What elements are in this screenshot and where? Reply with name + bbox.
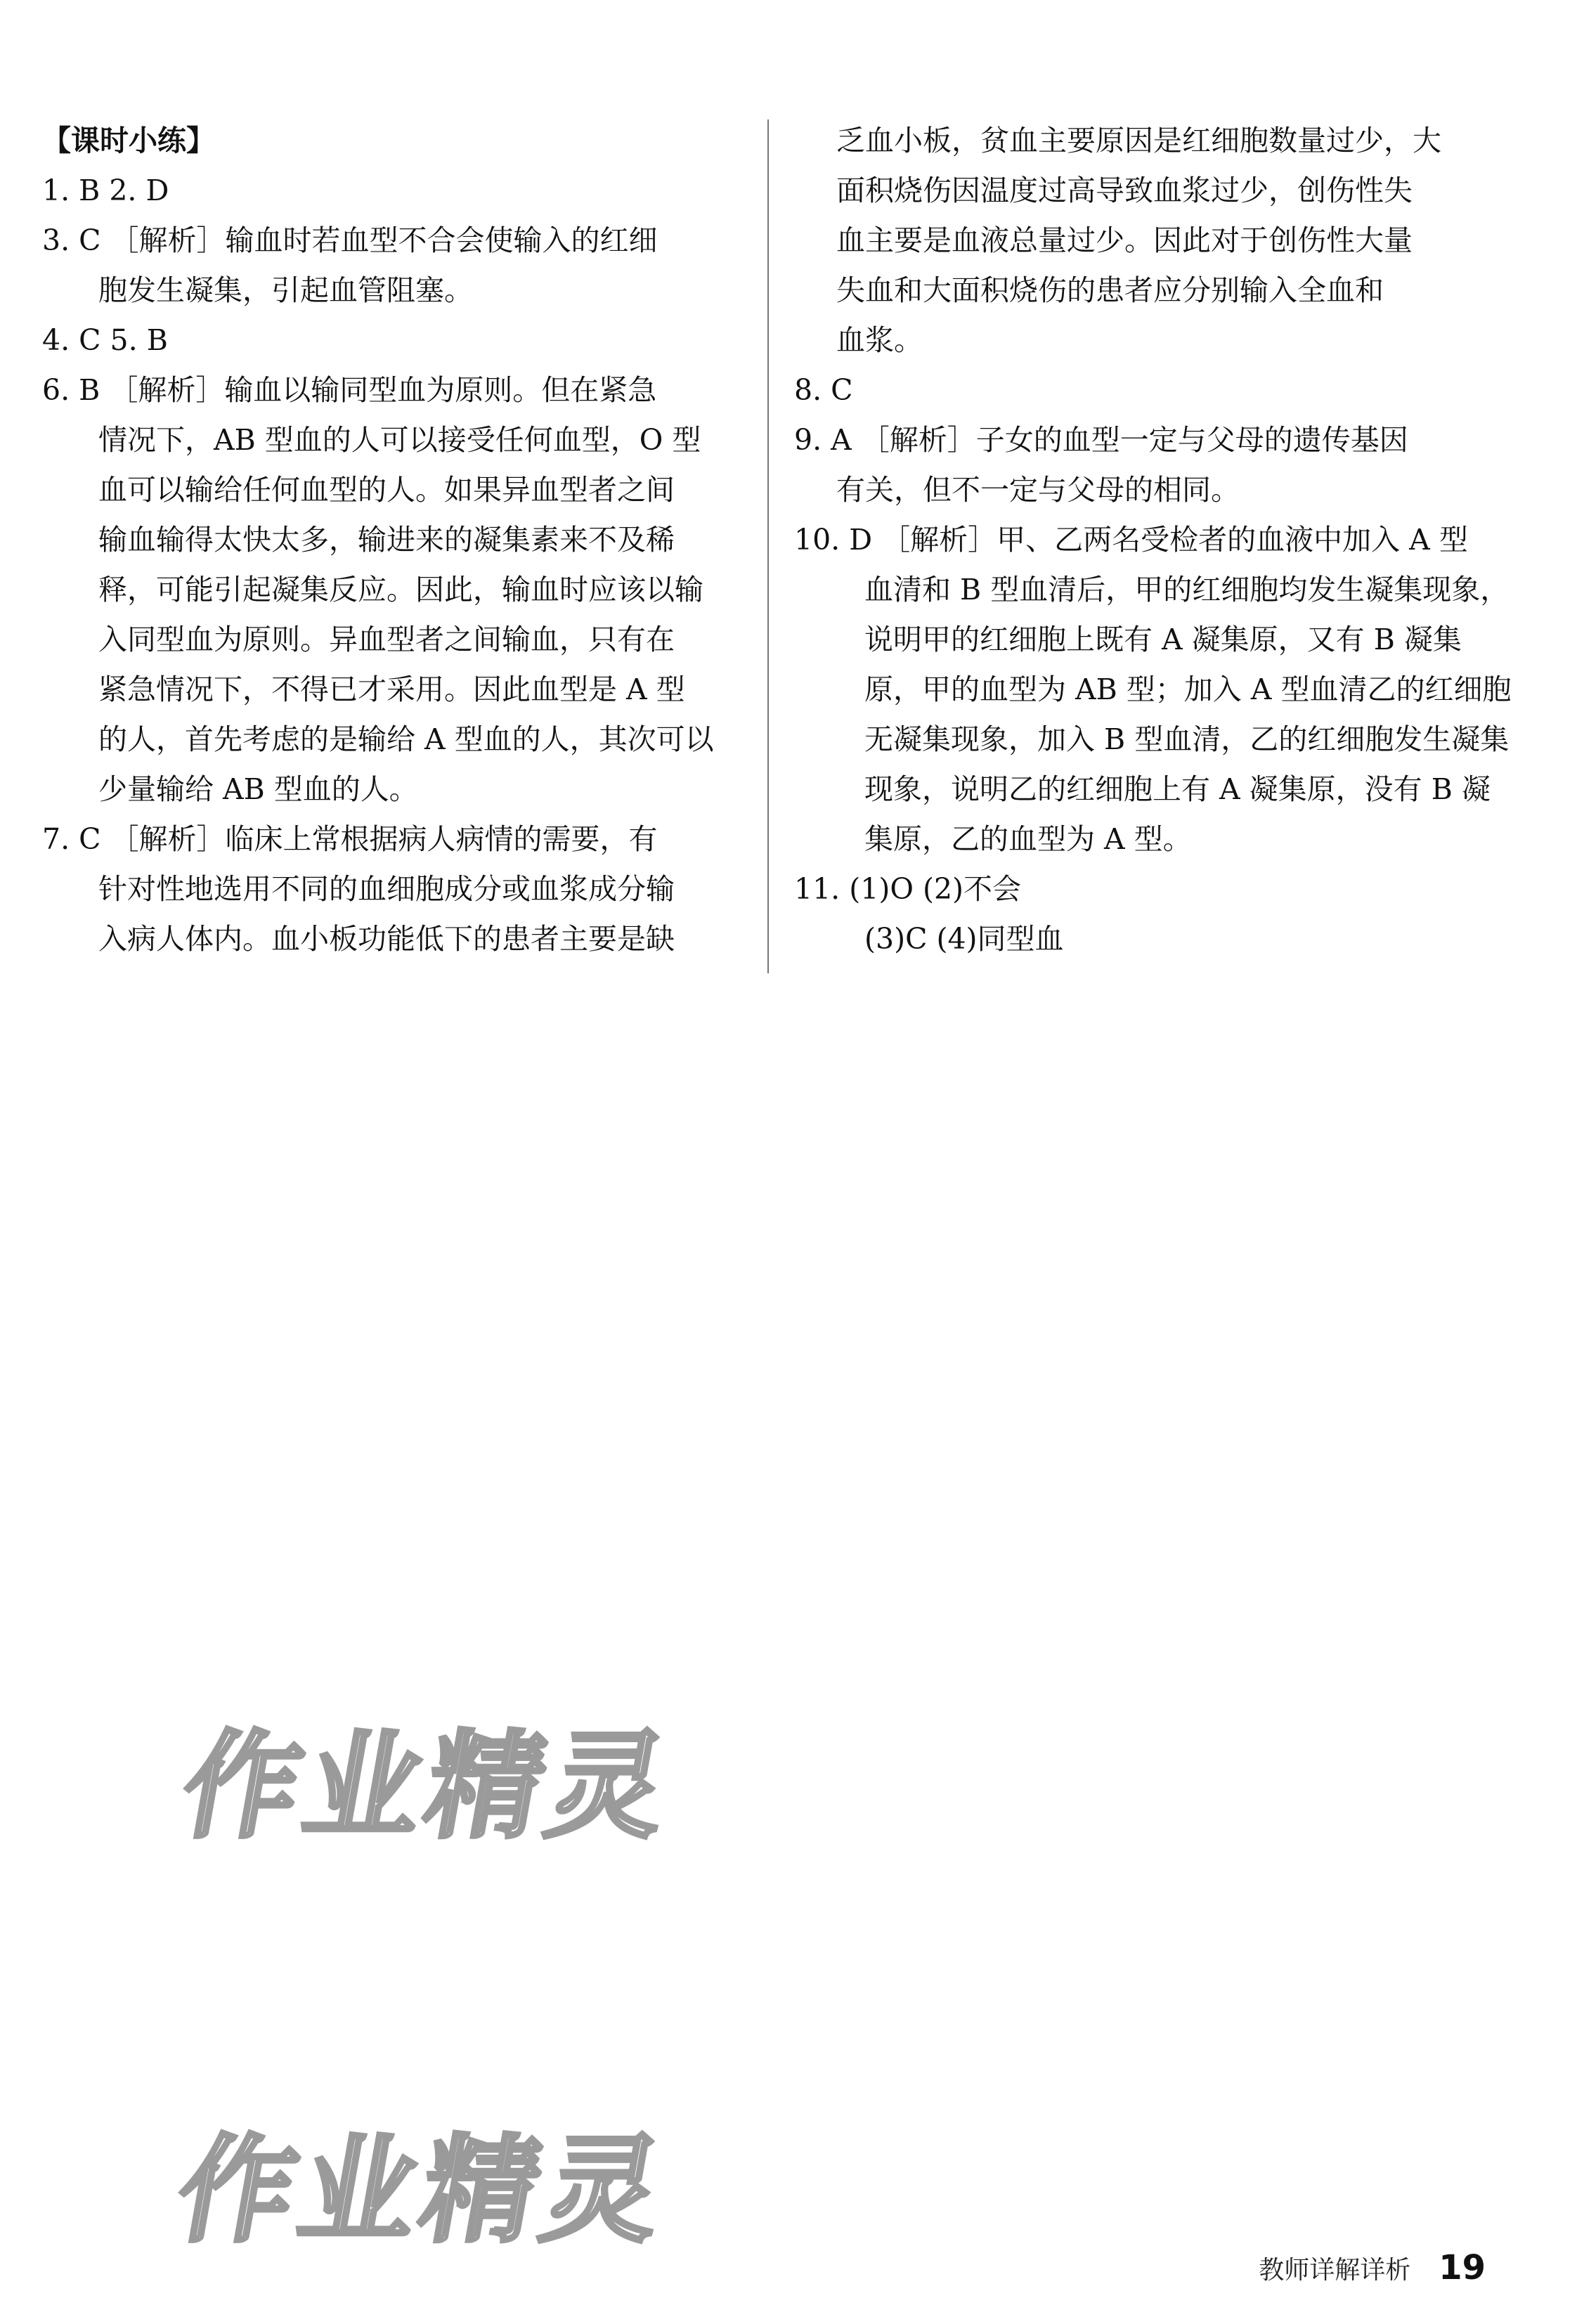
answer-line: 血可以输给任何血型的人。如果异血型者之间 [98,473,675,507]
answer-line: 的人，首先考虑的是输给 A 型血的人，其次可以 [98,722,714,756]
page-number: 19 [1439,2248,1486,2287]
answer-line: 3. C ［解析］输血时若血型不合会使输入的红细 [42,223,658,257]
answer-line: 血清和 B 型血清后，甲的红细胞均发生凝集现象， [864,573,1510,606]
answer-line: 7. C ［解析］临床上常根据病人病情的需要，有 [42,822,658,856]
answer-line: 入同型血为原则。异血型者之间输血，只有在 [98,623,675,656]
answer-line: 面积烧伤因温度过高导致血浆过少，创伤性失 [836,174,1413,207]
answer-line: 少量输给 AB 型血的人。 [98,772,418,806]
answer-line: 输血输得太快太多，输进来的凝集素来不及稀 [98,523,675,557]
answer-line: 10. D ［解析］甲、乙两名受检者的血液中加入 A 型 [794,523,1468,557]
answer-line: 针对性地选用不同的血细胞成分或血浆成分输 [98,872,675,906]
answer-line: 血主要是血液总量过少。因此对于创伤性大量 [836,223,1413,257]
footer-label: 教师详解详析 [1259,2255,1411,2285]
answer-line: 血浆。 [836,323,923,357]
section-heading: 【课时小练】 [42,124,215,157]
answer-line: 失血和大面积烧伤的患者应分别输入全血和 [836,273,1384,307]
answer-line: (3)C (4)同型血 [864,922,1064,956]
watermark: 作业精灵 [172,1719,683,1854]
answer-line: 现象，说明乙的红细胞上有 A 凝集原，没有 B 凝 [864,772,1491,806]
answer-line: 1. B 2. D [42,174,169,207]
answer-line: 9. A ［解析］子女的血型一定与父母的遗传基因 [794,423,1408,457]
answer-line: 释，可能引起凝集反应。因此，输血时应该以输 [98,573,703,606]
left-column [42,116,738,964]
answer-line: 11. (1)O (2)不会 [794,872,1022,906]
answer-line: 6. B ［解析］输血以输同型血为原则。但在紧急 [42,373,657,407]
answer-line: 乏血小板，贫血主要原因是红细胞数量过少，大 [836,124,1441,157]
answer-line: 有关，但不一定与父母的相同。 [836,473,1240,507]
answer-line: 胞发生凝集，引起血管阻塞。 [98,273,473,307]
answer-line: 说明甲的红细胞上既有 A 凝集原，又有 B 凝集 [864,623,1462,656]
answer-line: 4. C 5. B [42,323,168,357]
answer-line: 集原，乙的血型为 A 型。 [864,822,1192,856]
page-footer [1259,2240,1486,2296]
answer-line: 紧急情况下，不得已才采用。因此血型是 A 型 [98,673,685,706]
watermark: 作业精灵 [167,2123,678,2258]
answer-line: 情况下，AB 型血的人可以接受任何血型，O 型 [98,423,701,457]
answer-line: 8. C [794,373,853,407]
answer-line: 入病人体内。血小板功能低下的患者主要是缺 [98,922,675,956]
column-divider [767,119,769,973]
answer-line: 原，甲的血型为 AB 型；加入 A 型血清乙的红细胞 [864,673,1512,706]
answer-line: 无凝集现象，加入 B 型血清，乙的红细胞发生凝集 [864,722,1510,756]
right-column [794,116,1512,964]
